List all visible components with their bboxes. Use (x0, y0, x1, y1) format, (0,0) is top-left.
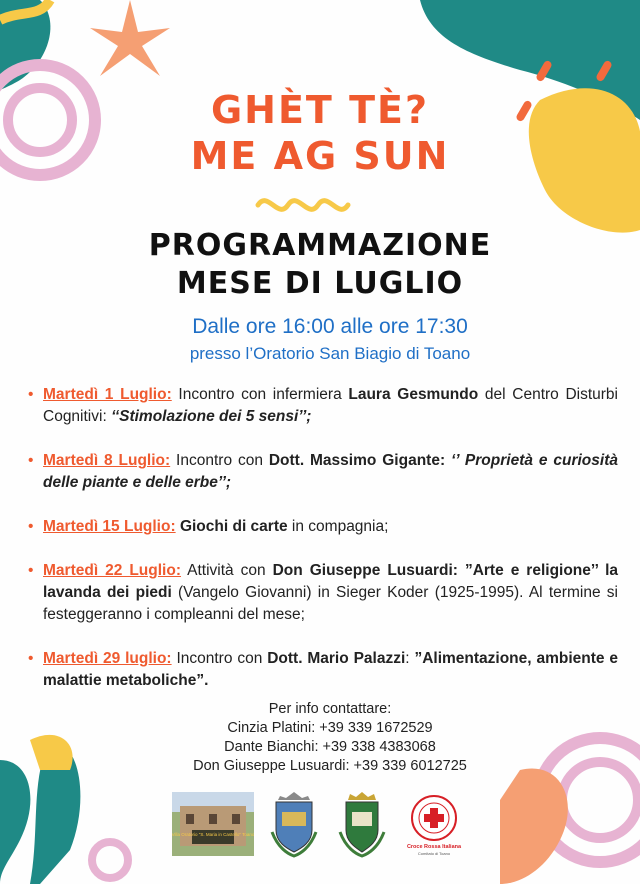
title-line-1: GHÈT TÈ? (210, 88, 430, 132)
event-text: Incontro con (171, 650, 268, 667)
event-text: Incontro con infermiera (171, 386, 349, 403)
bullet-dot: • (28, 518, 34, 535)
event-text: : (405, 650, 415, 667)
event-italic: ‘’ Proprietà e curiosità delle piante e delle erbe’’; (43, 452, 618, 491)
bullet-dot: • (28, 562, 34, 579)
event-date: Martedì 1 Luglio: (43, 386, 172, 403)
bullet-dot: • (28, 452, 34, 469)
event-item (28, 648, 618, 692)
event-text: Attività con (180, 562, 273, 579)
title-line-2: ME AG SUN (190, 134, 450, 178)
event-item (28, 516, 618, 538)
bullet-dot: • (28, 386, 34, 403)
contact-heading: Per info contattare: (268, 701, 392, 717)
event-bold: Don Giuseppe Lusuardi: ”Arte e religione’’ la lavanda dei piedi (43, 562, 618, 601)
event-list (28, 384, 618, 714)
provincial-crest-icon (336, 792, 388, 858)
schedule-time: Dalle ore 16:00 alle ore 17:30 (192, 315, 468, 338)
heading-line-2: MESE DI LUGLIO (176, 266, 464, 301)
municipal-crest-icon (268, 792, 320, 858)
contact-line: Cinzia Platini: +39 339 1672529 (227, 720, 433, 736)
villa-photo (172, 792, 254, 856)
event-date: Martedì 15 Luglio: (43, 518, 176, 535)
event-bold: ”Alimentazione, ambiente e malattie metaboliche”. (43, 650, 618, 689)
event-item (28, 560, 618, 626)
event-italic: ‘‘Stimolazione dei 5 sensi’’; (111, 408, 312, 425)
contact-line: Don Giuseppe Lusuardi: +39 339 6012725 (193, 758, 467, 774)
event-text: Incontro con (170, 452, 269, 469)
bullet-dot: • (28, 650, 34, 667)
event-bold: Giochi di carte (179, 518, 288, 535)
event-date: Martedì 22 Luglio: (43, 562, 181, 579)
event-text: (Vangelo Giovanni) in Sieger Koder (1925-1995). Al termine si festeggeranno i compleanni del mese; (43, 584, 618, 623)
event-date: Martedì 29 luglio: (43, 650, 172, 667)
event-item (28, 450, 618, 494)
contact-line: Dante Bianchi: +39 338 4383068 (224, 739, 436, 755)
villa-sign-text: Villa Oratorio "S. Maria in Castello" Toano (172, 832, 254, 837)
heading-line-1: PROGRAMMAZIONE (148, 228, 492, 263)
red-cross-sub: Comitato di Toano (417, 851, 451, 856)
event-bold: Dott. Massimo Gigante: (268, 452, 446, 469)
contact-info (0, 700, 640, 776)
schedule-place: presso l’Oratorio San Biagio di Toano (189, 344, 471, 363)
event-bold: Laura Gesmundo (348, 386, 479, 403)
event-bold: Dott. Mario Palazzi (267, 650, 406, 667)
event-text: del Centro Disturbi Cognitivi: (43, 386, 619, 425)
logo-row (0, 792, 640, 862)
event-item (28, 384, 618, 428)
event-date: Martedì 8 Luglio: (43, 452, 171, 469)
event-text: in compagnia; (287, 518, 389, 535)
red-cross-logo-icon (404, 794, 464, 858)
red-cross-name: Croce Rossa Italiana (406, 844, 462, 850)
